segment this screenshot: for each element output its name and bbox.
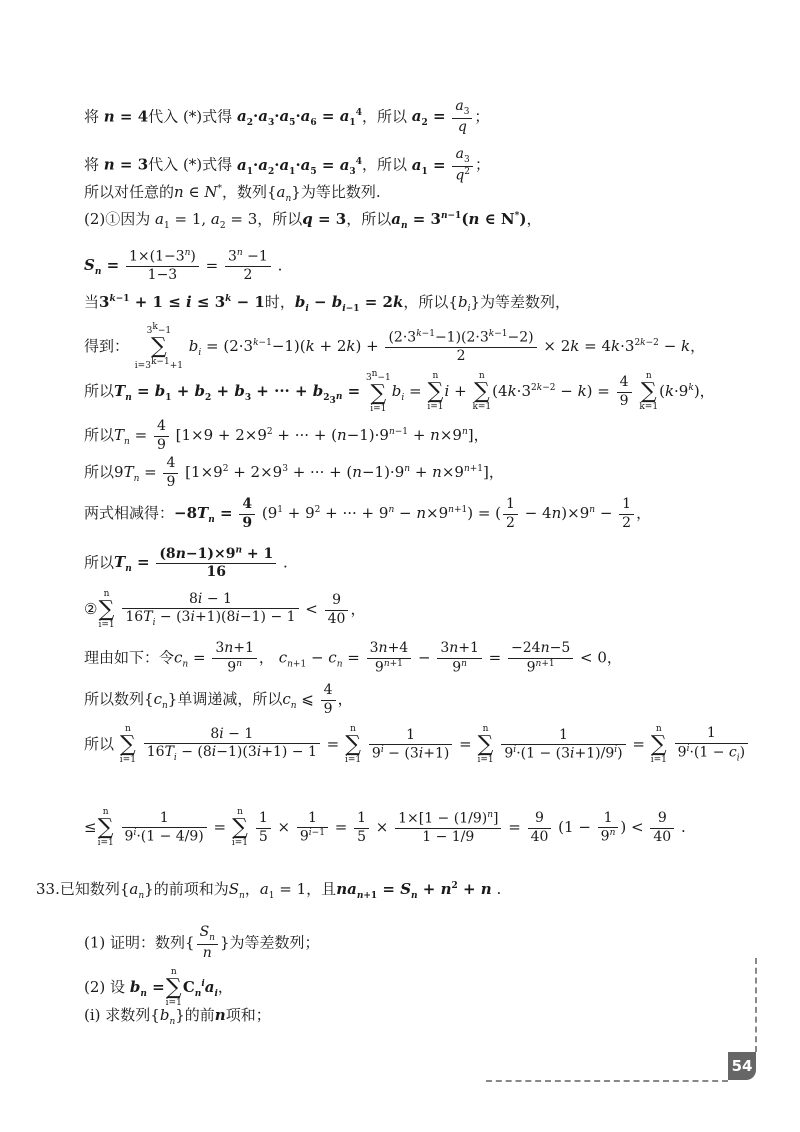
text: 为等差数列； bbox=[229, 933, 320, 952]
summation: n ∑ i=1 bbox=[650, 724, 667, 765]
fraction: $\frac{S_n}{n}$ bbox=[197, 924, 218, 963]
text: 理由如下：令 bbox=[84, 648, 175, 667]
fraction: $\frac{1}{2}$ bbox=[619, 496, 634, 532]
fraction: $\frac{1\times(1-3^n)}{1-3}$ bbox=[126, 248, 199, 285]
text: 所以 bbox=[84, 735, 115, 753]
text: 时， bbox=[264, 293, 295, 311]
text: 式得 bbox=[202, 107, 233, 126]
text: ； bbox=[474, 107, 490, 126]
text-line: 将 n = 4代入 (*)式得 $a_2\cdot a_3\cdot a_5\cdot a_6 = a_1^4$，所以 $a_2$ = $\frac{a_3}{q}$ ； bbox=[84, 98, 490, 136]
text: 式得 bbox=[202, 155, 233, 174]
text-line: 所以数列$\{c_n\}$单调递减，所以$c_n$ ⩽ $\frac{4}{9}$ ， bbox=[84, 682, 353, 717]
fraction: $\frac{3n+1}{9^n}$ bbox=[437, 640, 482, 677]
fraction: $\frac{1}{5}$ bbox=[256, 810, 271, 846]
text: (2)①因为 bbox=[84, 210, 151, 228]
text-line: 将 n = 3代入 (*)式得 $a_1\cdot a_2\cdot a_1\cdot a_5 = a_3^4$，所以 $a_1$ = $\frac{a_3}{q^2}$ ； bbox=[84, 146, 491, 184]
fraction: $\frac{1}{9^i - (3i+1)}$ bbox=[369, 727, 452, 764]
page-border-dashed-vertical bbox=[755, 958, 757, 1052]
text-line: 所以 n ∑ i=1 $\frac{8i - 1}{16T_i - (8i-1)(3i+1) - 1}$ = n ∑ i=1 $\frac{1}{9^i - (3i+1)}$ = n ∑ i=1 $\frac{1}{9^i\cdot(1 - (3i+1)/9^i)}$ = n ∑ i=1 $\frac{1}{9^i\cdot(1 - c_i)}$ bbox=[84, 725, 750, 765]
summation: n ∑ i=1 bbox=[119, 724, 136, 765]
summation: n ∑ k=1 bbox=[639, 371, 659, 412]
summation: n ∑ i=1 bbox=[165, 967, 182, 1008]
summation: n ∑ i=1 bbox=[427, 371, 444, 412]
text-line: ≤n ∑ i=1 $\frac{1}{9^i\cdot(1 - 4/9)}$ = n ∑ i=1 $\frac{1}{5}$ × $\frac{1}{9^{i-1}}$ = $\frac{1}{5}$ × $\frac{1\times[1 - (1/9)^n]}{1 - 1/9}$ = $\frac{9}{40}$ (1 − $\frac{1}{9^n}$ ) < $\frac{9}{40}$ . bbox=[84, 807, 686, 848]
fraction: $\frac{8i - 1}{16T_i - (3i+1)(8i-1) - 1}$ bbox=[122, 591, 298, 630]
text-line: ②n ∑ i=1 $\frac{8i - 1}{16T_i - (3i+1)(8i-1) - 1}$ < $\frac{9}{40}$ ， bbox=[84, 589, 366, 630]
text: (*) bbox=[182, 155, 203, 174]
text-line: $S_n$ = $\frac{1\times(1-3^n)}{1-3}$ = $\frac{3^n -1}{2}$ . bbox=[84, 248, 283, 284]
fraction: $\frac{1}{9^i\cdot(1 - 4/9)}$ bbox=[122, 810, 207, 847]
summation: $3^k-1$ ∑ $i=3^{k-1}+1$ bbox=[134, 322, 183, 371]
text: ； bbox=[475, 155, 491, 174]
problem-part-2: (2) 设 $b_n =n$ ∑ $i=1C_n^ia_i$， bbox=[84, 967, 233, 1008]
text: ，数列 bbox=[221, 183, 267, 201]
text: 的前项和为 bbox=[153, 880, 229, 898]
text: 所以数列 bbox=[84, 690, 145, 708]
fraction: $\frac{1}{9^n}$ bbox=[598, 810, 619, 847]
summation: n ∑ i=1 bbox=[344, 724, 362, 765]
fraction: $\frac{4}{9}$ bbox=[617, 374, 632, 410]
summation: n ∑ i=1 bbox=[477, 724, 494, 765]
fraction: $\frac{1}{2}$ bbox=[503, 496, 518, 532]
fraction: $\frac{-24n-5}{9^{n+1}}$ bbox=[508, 640, 573, 677]
problem-part-2i: (i) 求数列$\{b_n\}$的前n项和； bbox=[84, 1006, 271, 1027]
page-border-dashed-horizontal bbox=[486, 1080, 728, 1082]
fraction: $\frac{1}{5}$ bbox=[354, 810, 369, 846]
text: (*) bbox=[182, 107, 203, 126]
fraction: $\frac{a_3}{q^2}$ bbox=[452, 146, 473, 185]
text: 将 bbox=[84, 155, 100, 174]
summation: n ∑ i=1 bbox=[231, 807, 249, 848]
fraction: $\frac{3n+1}{9^n}$ bbox=[212, 640, 257, 677]
summation: $3^n-1$ ∑ i=1 bbox=[365, 369, 391, 414]
text-line: 当$3^{k-1} + 1 \le i \le 3^k - 1$时，$b_i - b_{i-1} = 2k$，所以$\{b_i\}$为等差数列， bbox=[84, 293, 571, 314]
text: 所以 bbox=[84, 426, 115, 444]
text: ，所以 bbox=[361, 155, 407, 174]
fraction: $\frac{1}{9^i\cdot(1 - c_i)}$ bbox=[675, 725, 748, 764]
summation: n ∑ k=1 bbox=[472, 371, 492, 412]
text: 所以 bbox=[84, 463, 115, 481]
text: ，所以 bbox=[403, 293, 449, 311]
text: ，所以 bbox=[361, 107, 407, 126]
text-line: (2)①因为 $a_1 = 1$, $a_2 = 3$，所以q = 3，所以$a_n = 3^{n-1}(n$ ∈ N*)， bbox=[84, 210, 542, 231]
fraction: $\frac{4}{9}$ bbox=[154, 418, 169, 454]
fraction: $\frac{(8n-1)\times 9^n + 1}{16}$ bbox=[156, 545, 276, 582]
fraction: $\frac{9}{40}$ bbox=[650, 810, 674, 846]
fraction: $\frac{4}{9}$ bbox=[321, 682, 336, 718]
text: 代入 bbox=[148, 107, 179, 126]
text: 当 bbox=[84, 293, 100, 311]
page-number: 54 bbox=[728, 1052, 756, 1080]
fraction: $\frac{8i - 1}{16T_i - (8i-1)(3i+1) - 1}$ bbox=[144, 726, 320, 765]
fraction: $\frac{4}{9}$ bbox=[163, 455, 178, 491]
text-line: 所以$T_n$ = $\frac{(8n-1)\times 9^n + 1}{16}$ . bbox=[84, 545, 288, 581]
problem-number: 33. bbox=[36, 880, 60, 898]
fraction: $\frac{1}{9^{i-1}}$ bbox=[297, 810, 328, 847]
text: 得到： bbox=[84, 337, 130, 355]
fraction: $\frac{9}{40}$ bbox=[528, 810, 552, 846]
fraction: $\frac{a_3}{q}$ bbox=[452, 98, 472, 137]
text-line: 理由如下：令$c_n$ = $\frac{3n+1}{9^n}$ ， $c_{n+1} - c_n$ = $\frac{3n+4}{9^{n+1}}$ − $\frac{3n+1}{9^n}$ = $\frac{-24n-5}{9^{n+1}}$ < 0， bbox=[84, 640, 622, 676]
text: (2) 设 bbox=[84, 978, 126, 996]
problem-part-1: (1) 证明：数列{ $\frac{S_n}{n}$ }为等差数列； bbox=[84, 924, 320, 962]
text-line: 得到： $3^k-1$ ∑ $i=3^{k-1}+1$ $b_i = (2\cdot 3^{k-1}-1)(k + 2k)$ + $\frac{(2\cdot 3^{k-1}-1)(2\cdot 3^{k-1}-2)}{2}$ × $2k = 4k\cdot 3^{2k-2} - k$， bbox=[84, 322, 706, 371]
text: 两式相减得： bbox=[84, 504, 175, 522]
text: 代入 bbox=[148, 155, 179, 174]
text: 为等比数列. bbox=[300, 183, 381, 201]
text-line: 所以$T_n$ = $\frac{4}{9}$ [$1\times 9 + 2\times 9^2$ + ··· + $(n-1)\cdot 9^{n-1} + n\times 9^n$]， bbox=[84, 418, 489, 453]
text-line: 所以$9T_n$ = $\frac{4}{9}$ [$1\times 9^2 + 2\times 9^3$ + ··· + $(n-1)\cdot 9^n + n\times 9^{n+1}$]， bbox=[84, 455, 504, 490]
text: 项和； bbox=[225, 1006, 271, 1024]
fraction: $\frac{1}{9^i\cdot(1 - (3i+1)/9^i)}$ bbox=[501, 727, 625, 764]
text: (1) 证明：数列 bbox=[84, 933, 186, 952]
text: ，所以 bbox=[346, 210, 392, 228]
fraction: $\frac{4}{9}$ bbox=[239, 496, 255, 532]
text: 所以对任意的 bbox=[84, 183, 175, 201]
problem-stem: 33.已知数列$\{a_n\}$的前项和为$S_n$，$a_1 = 1$，且$na_{n+1} = S_n + n^2 + n$ . bbox=[36, 880, 502, 901]
summation: n ∑ i=1 bbox=[98, 589, 115, 630]
text: 已知数列 bbox=[59, 880, 120, 898]
summation: n ∑ i=1 bbox=[97, 807, 114, 848]
text: 的前 bbox=[184, 1006, 215, 1024]
fraction: $\frac{9}{40}$ bbox=[325, 592, 349, 628]
text: 所以 bbox=[84, 382, 115, 400]
text-line: 两式相减得：$-8T_n$ = $\frac{4}{9}$ ($9^1 + 9^2$ + ··· + $9^n - n\times 9^{n+1}$) = ( $\frac{1}{2}$ − $4n)\times 9^n$ − $\frac{1}{2}$ ， bbox=[84, 496, 652, 531]
fraction: $\frac{(2\cdot 3^{k-1}-1)(2\cdot 3^{k-1}-2)}{2}$ bbox=[385, 329, 536, 366]
text: 为等差数列， bbox=[480, 293, 571, 311]
text: 将 bbox=[84, 107, 100, 126]
text: 所以 bbox=[84, 553, 115, 572]
text-line: 所以$T_n = b_1 + b_2 + b_3$ + ··· + $b_{2_{3^n}} = 3^n-1$ ∑ $i=1b_i = n$ ∑ i=1i + n ∑ $k=1(4k\cdot 3^{2k-2} - k)$ = $\frac{4}{9}$ n ∑ $k=1(k\cdot 9^k)$， bbox=[84, 369, 715, 414]
text: (i) 求数列 bbox=[84, 1006, 151, 1024]
text-line: 所以对任意的n ∈ N*，数列$\{a_n\}$为等比数列. bbox=[84, 183, 381, 204]
fraction: $\frac{1\times[1 - (1/9)^n]}{1 - 1/9}$ bbox=[395, 810, 501, 847]
text: ，且 bbox=[306, 880, 337, 898]
fraction: $\frac{3n+4}{9^{n+1}}$ bbox=[367, 640, 412, 677]
text: ，所以 bbox=[257, 210, 303, 228]
text: 单调递减，所以 bbox=[177, 690, 283, 708]
fraction: $\frac{3^n -1}{2}$ bbox=[225, 248, 271, 285]
